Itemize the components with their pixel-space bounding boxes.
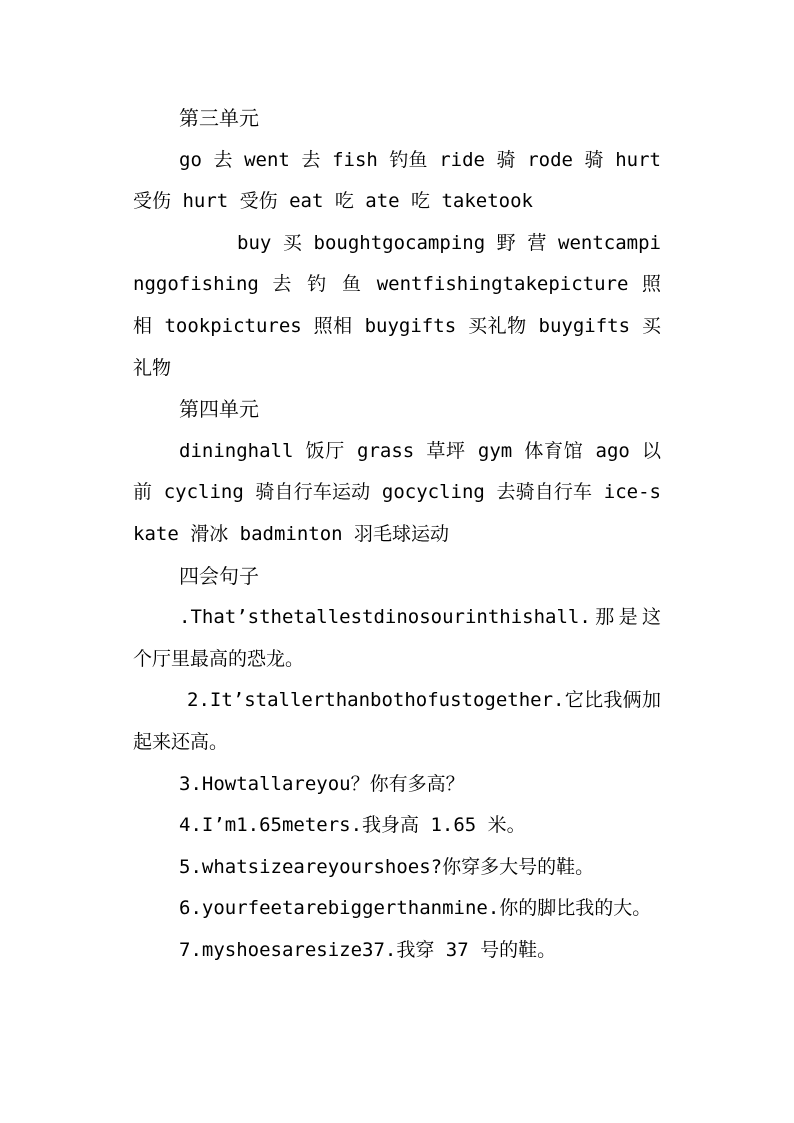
sentence-item-1: .That’sthetallestdinosourinthishall.那是这个厅里最高的恐龙。: [133, 606, 661, 670]
sentence-item-4: 4.I’m1.65meters.我身高 1.65 米。: [179, 814, 526, 837]
unit3-vocab-paragraph-2: buy 买 boughtgocamping 野 营 wentcampinggofishing 去 钓 鱼 wentfishingtakepicture 照相 tookpictures 照相 buygifts 买礼物 buygifts 买礼物: [133, 231, 661, 379]
unit4-heading: 第四单元: [179, 397, 259, 422]
sentence-item-3: 3.Howtallareyou？你有多高？: [179, 772, 465, 795]
sentence-item-5: 5.whatsizeareyourshoes?你穿多大号的鞋。: [179, 855, 595, 878]
unit4-vocab-paragraph: dininghall 饭厅 grass 草坪 gym 体育馆 ago 以前 cycling 骑自行车运动 gocycling 去骑自行车 ice-skate 滑冰 badminton 羽毛球运动: [133, 439, 661, 545]
sentence-item-6: 6.yourfeetarebiggerthanmine.你的脚比我的大。: [179, 897, 652, 920]
sentences-heading: 四会句子: [179, 563, 259, 588]
unit3-heading: 第三单元: [179, 106, 259, 130]
unit3-vocab-paragraph-1: go 去 went 去 fish 钓鱼 ride 骑 rode 骑 hurt 受伤 hurt 受伤 eat 吃 ate 吃 taketook: [133, 148, 661, 213]
sentence-item-7: 7.myshoesaresize37.我穿 37 号的鞋。: [179, 938, 557, 961]
sentence-item-2: 2.It’stallerthanbothofustogether.它比我俩加起来还高。: [133, 689, 661, 753]
document-body: [133, 98, 661, 971]
